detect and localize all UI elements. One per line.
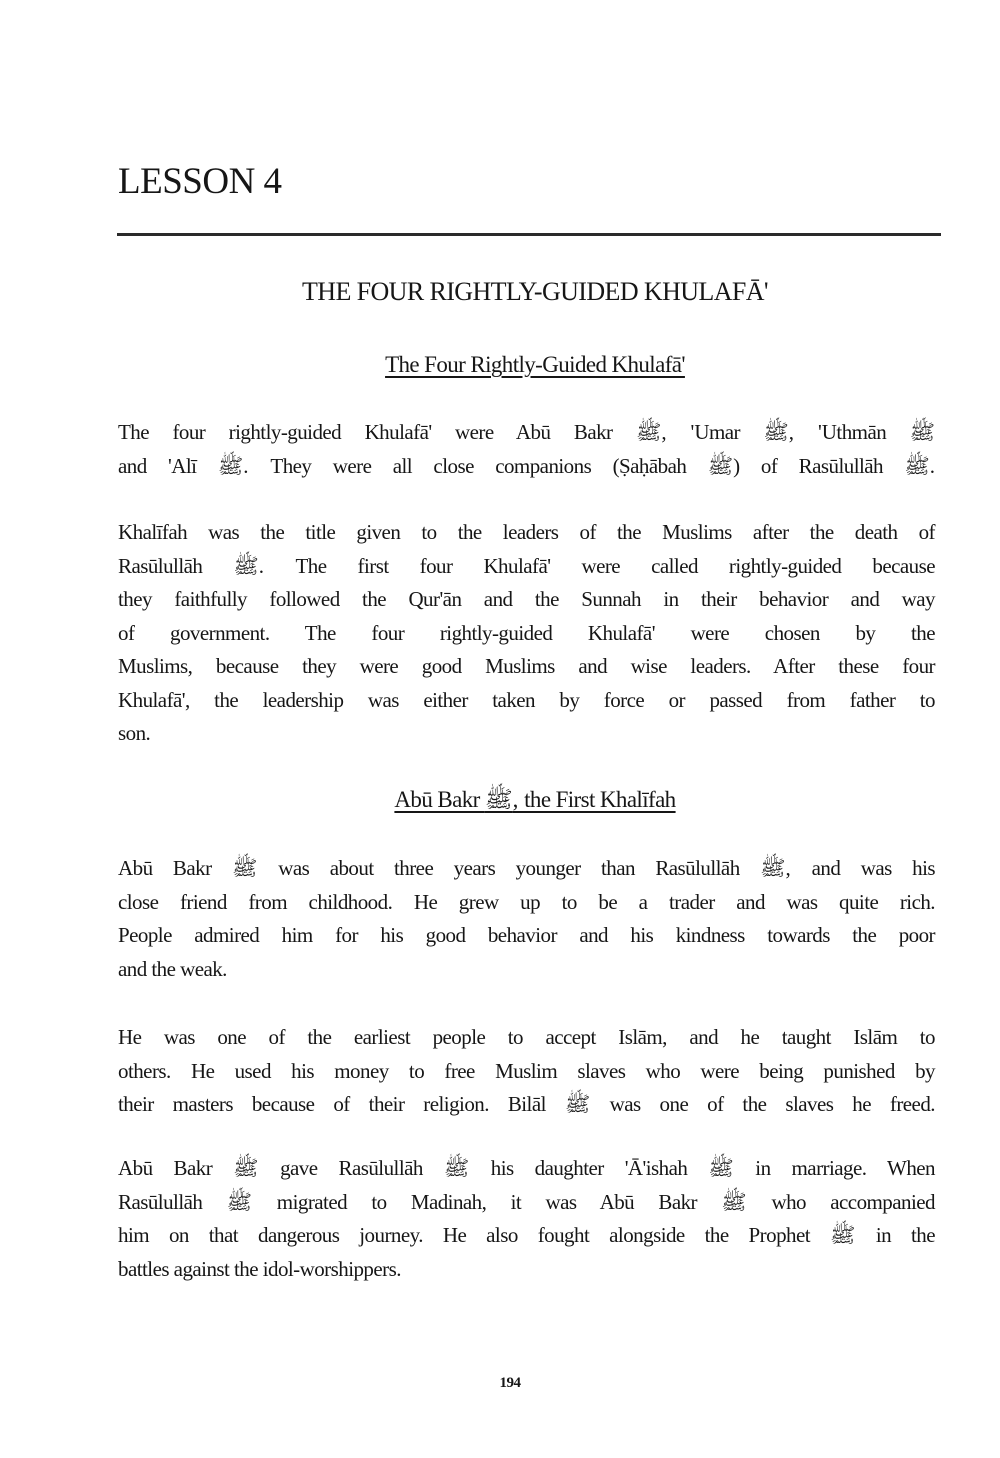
text-line: of government. The four rightly-guided Khulafā' were chosen by the	[118, 620, 935, 645]
section-heading-khulafa	[0, 351, 1000, 379]
paragraph	[118, 416, 935, 483]
lesson-heading: LESSON 4	[118, 161, 282, 202]
text-line: and the weak.	[118, 956, 227, 981]
text-line: People admired him for his good behavior and his kindness towards the poor	[118, 923, 935, 947]
text-line: son.	[118, 721, 151, 745]
page-number: 194	[499, 1375, 521, 1391]
chapter-title	[0, 276, 1000, 308]
text-line: Rasūlullāh ﷺ migrated to Madinah, it was Abū Bakr ﷺ who accompanied	[118, 1189, 935, 1214]
section-heading-text: The Four Rightly-Guided Khulafā'	[385, 352, 685, 377]
paragraph	[118, 1021, 935, 1122]
paragraph	[118, 1152, 935, 1286]
text-line: He was one of the earliest people to accept Islām, and he taught Islām to	[118, 1025, 935, 1049]
text-line: him on that dangerous journey. He also fought alongside the Prophet ﷺ in the	[118, 1223, 935, 1247]
text-line: Abū Bakr ﷺ gave Rasūlullāh ﷺ his daughter 'Ā'ishah ﷺ in marriage. When	[118, 1156, 935, 1180]
text-line: Muslims, because they were good Muslims and wise leaders. After these four	[118, 654, 935, 678]
text-line: The four rightly-guided Khulafā' were Abū Bakr ﷺ, 'Umar ﷺ, 'Uthmān ﷺ	[118, 420, 935, 444]
text-line: and 'Alī ﷺ. They were all close companions (Ṣaḥābah ﷺ) of Rasūlullāh ﷺ.	[118, 453, 935, 478]
paragraph	[118, 852, 935, 986]
paragraph	[118, 516, 935, 751]
text-line: they faithfully followed the Qur'ān and the Sunnah in their behavior and way	[118, 587, 935, 611]
text-line: close friend from childhood. He grew up to be a trader and was quite rich.	[118, 889, 935, 914]
text-line: Khalīfah was the title given to the leaders of the Muslims after the death of	[118, 520, 935, 544]
text-line: Khulafā', the leadership was either taken by force or passed from father to	[118, 687, 935, 712]
horizontal-rule	[117, 233, 941, 236]
text-line: Abū Bakr ﷺ was about three years younger than Rasūlullāh ﷺ, and was his	[118, 856, 935, 880]
section-heading-abu-bakr	[0, 786, 1000, 814]
section-heading-text: Abū Bakr ﷺ, the First Khalīfah	[394, 787, 676, 812]
text-line: others. He used his money to free Muslim slaves who were being punished by	[118, 1058, 935, 1083]
text-line: their masters because of their religion. Bilāl ﷺ was one of the slaves he freed.	[118, 1092, 935, 1116]
text-line: battles against the idol-worshippers.	[118, 1256, 401, 1281]
chapter-title-text: THE FOUR RIGHTLY-GUIDED KHULAFĀ'	[301, 277, 768, 306]
text-line: Rasūlullāh ﷺ. The first four Khulafā' were called rightly-guided because	[118, 553, 935, 578]
